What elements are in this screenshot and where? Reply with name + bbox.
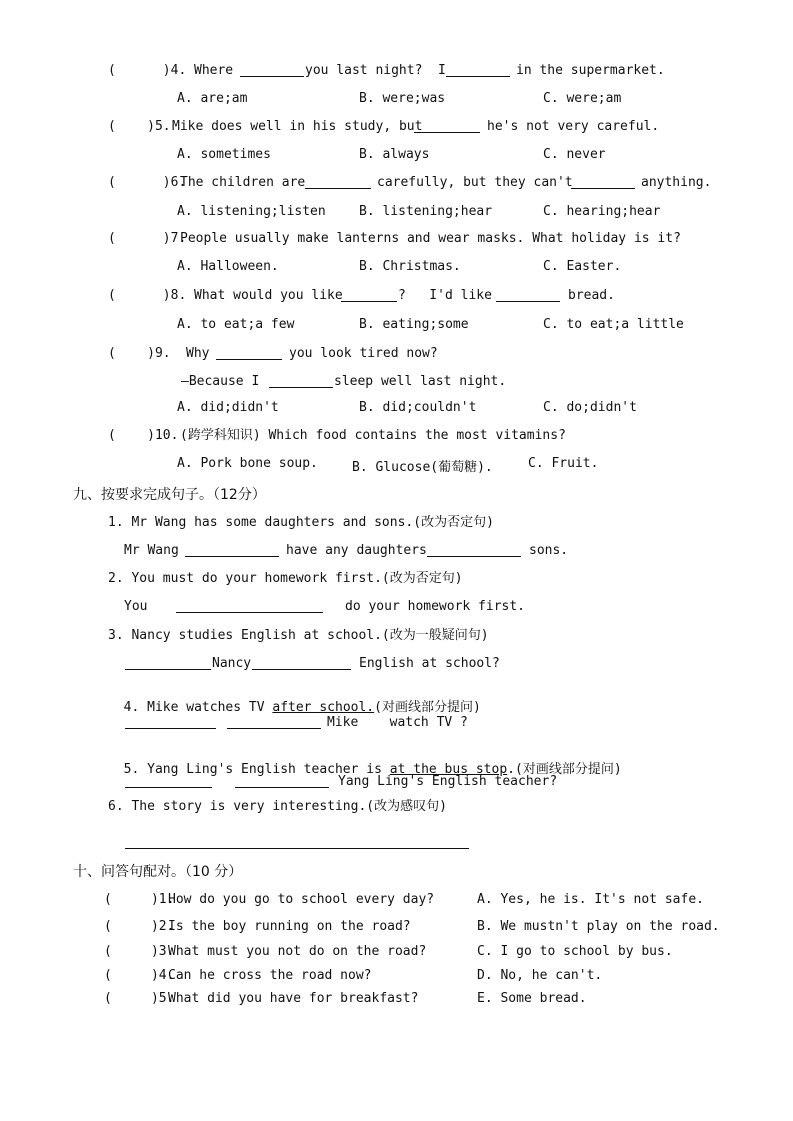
s9-q3-blank-1[interactable] bbox=[125, 655, 211, 670]
q10-option-c: C. Fruit. bbox=[528, 456, 599, 471]
s9-q3-b: English at school? bbox=[359, 656, 500, 671]
q9-sub-b: sleep well last night. bbox=[334, 374, 507, 389]
s9-q2: 2. You must do your homework first.(改为否定句) bbox=[108, 571, 463, 586]
s9-q4-post: (对画线部分提问) bbox=[374, 700, 481, 715]
s9-q2-blank[interactable] bbox=[176, 598, 323, 613]
s10-item-5-question: What did you have for breakfast? bbox=[168, 991, 419, 1006]
s9-q4-underlined: after school. bbox=[272, 700, 375, 715]
q5-option-a: A. sometimes bbox=[177, 147, 271, 162]
q4-text-b: you last night? I bbox=[305, 63, 446, 78]
q9-blank-2[interactable] bbox=[269, 373, 333, 388]
s9-q2-b: do your homework first. bbox=[345, 599, 526, 614]
s9-q5-pre: 5. Yang Ling's English teacher is bbox=[123, 762, 390, 777]
s9-q6-blank[interactable] bbox=[125, 834, 469, 849]
q10-paren: ( )10. bbox=[108, 428, 179, 443]
q5-text-b: he's not very careful. bbox=[487, 119, 660, 134]
q10-option-b: B. Glucose(葡萄糖). bbox=[352, 460, 493, 475]
q5-blank-1[interactable] bbox=[414, 118, 480, 133]
q10-option-a: A. Pork bone soup. bbox=[177, 456, 318, 471]
s9-q4-blank-1[interactable] bbox=[125, 714, 216, 729]
s9-q1-blank-1[interactable] bbox=[185, 542, 279, 557]
s10-item-1-question: How do you go to school every day? bbox=[168, 892, 435, 907]
q6-text-a: The children are bbox=[180, 175, 306, 190]
q7-option-a: A. Halloween. bbox=[177, 259, 279, 274]
s10-answer-a: A. Yes, he is. It's not safe. bbox=[477, 892, 704, 907]
s9-q5-underlined: at the bus stop bbox=[389, 762, 508, 777]
s9-q3-blank-2[interactable] bbox=[252, 655, 351, 670]
q4-text-c: in the supermarket. bbox=[516, 63, 665, 78]
s9-q4 bbox=[108, 684, 481, 716]
s9-q2-a: You bbox=[124, 599, 148, 614]
q6-paren: ( )6. bbox=[108, 175, 187, 190]
s10-item-3-paren: ( )3. bbox=[104, 944, 175, 959]
q4-blank-1[interactable] bbox=[240, 62, 304, 77]
q8-option-c: C. to eat;a little bbox=[543, 317, 684, 332]
q9-option-a: A. did;didn't bbox=[177, 400, 279, 415]
s9-q1: 1. Mr Wang has some daughters and sons.(改为否定句) bbox=[108, 515, 494, 530]
s10-item-4-paren: ( )4. bbox=[104, 968, 175, 983]
q6-blank-2[interactable] bbox=[571, 174, 635, 189]
q10-text: (跨学科知识) Which food contains the most vitamins? bbox=[180, 428, 566, 443]
q4-option-c: C. were;am bbox=[543, 91, 622, 106]
q5-paren: ( )5. bbox=[108, 119, 171, 134]
s10-item-1-paren: ( )1. bbox=[104, 892, 175, 907]
s9-q4-pre: 4. Mike watches TV bbox=[123, 700, 273, 715]
q5-option-b: B. always bbox=[359, 147, 430, 162]
q8-text-c: bread. bbox=[568, 288, 615, 303]
s10-item-3-question: What must you not do on the road? bbox=[168, 944, 427, 959]
q8-option-a: A. to eat;a few bbox=[177, 317, 295, 332]
q4-option-a: A. are;am bbox=[177, 91, 248, 106]
s10-answer-b: B. We mustn't play on the road. bbox=[477, 919, 720, 934]
s10-item-4-question: Can he cross the road now? bbox=[168, 968, 372, 983]
q9-blank-1[interactable] bbox=[216, 345, 282, 360]
q6-text-c: anything. bbox=[641, 175, 712, 190]
q8-blank-1[interactable] bbox=[341, 287, 397, 302]
q9-option-b: B. did;couldn't bbox=[359, 400, 477, 415]
s9-q1-a: Mr Wang bbox=[124, 543, 179, 558]
q7-text: People usually make lanterns and wear masks. What holiday is it? bbox=[180, 231, 681, 246]
s9-q4-a: Mike watch TV ? bbox=[327, 715, 468, 730]
q8-blank-2[interactable] bbox=[496, 287, 560, 302]
q5-option-c: C. never bbox=[543, 147, 606, 162]
q7-option-c: C. Easter. bbox=[543, 259, 622, 274]
s9-q1-b: have any daughters bbox=[286, 543, 427, 558]
q4-paren: ( )4. bbox=[108, 63, 187, 78]
q7-paren: ( )7. bbox=[108, 231, 187, 246]
s10-answer-e: E. Some bread. bbox=[477, 991, 587, 1006]
q4-text-a: Where bbox=[194, 63, 234, 78]
s10-item-2-question: Is the boy running on the road? bbox=[168, 919, 411, 934]
q4-option-b: B. were;was bbox=[359, 91, 446, 106]
q9-sub-a: —Because I bbox=[181, 374, 260, 389]
s9-q6: 6. The story is very interesting.(改为感叹句) bbox=[108, 799, 447, 814]
section9-title: 九、按要求完成句子。（12分） bbox=[73, 487, 266, 503]
q6-option-b: B. listening;hear bbox=[359, 204, 493, 219]
q6-option-c: C. hearing;hear bbox=[543, 204, 661, 219]
q9-text-a: Why bbox=[186, 346, 210, 361]
s9-q5-post: .(对画线部分提问) bbox=[507, 762, 622, 777]
s9-q3: 3. Nancy studies English at school.(改为一般疑问句) bbox=[108, 628, 489, 643]
q6-option-a: A. listening;listen bbox=[177, 204, 326, 219]
q8-paren: ( )8. bbox=[108, 288, 187, 303]
q8-text-a: What would you like bbox=[194, 288, 343, 303]
section10-title: 十、问答句配对。（10 分） bbox=[73, 864, 243, 880]
q9-paren: ( )9. bbox=[108, 346, 171, 361]
q8-option-b: B. eating;some bbox=[359, 317, 469, 332]
s9-q5-blank-2[interactable] bbox=[235, 773, 329, 788]
q5-text-a: Mike does well in his study, but bbox=[172, 119, 423, 134]
s9-q5-a: Yang Ling's English teacher? bbox=[338, 774, 558, 789]
q6-text-b: carefully, but they can't bbox=[377, 175, 573, 190]
s9-q4-blank-2[interactable] bbox=[227, 714, 321, 729]
s9-q1-c: sons. bbox=[529, 543, 569, 558]
s10-item-2-paren: ( )2. bbox=[104, 919, 175, 934]
s9-q3-a: Nancy bbox=[212, 656, 252, 671]
s10-item-5-paren: ( )5. bbox=[104, 991, 175, 1006]
q9-text-b: you look tired now? bbox=[289, 346, 438, 361]
s10-answer-d: D. No, he can't. bbox=[477, 968, 603, 983]
q4-blank-2[interactable] bbox=[446, 62, 510, 77]
s9-q1-blank-2[interactable] bbox=[427, 542, 521, 557]
q9-option-c: C. do;didn't bbox=[543, 400, 637, 415]
q8-text-b: ? I'd like bbox=[398, 288, 492, 303]
s10-answer-c: C. I go to school by bus. bbox=[477, 944, 673, 959]
q7-option-b: B. Christmas. bbox=[359, 259, 461, 274]
q6-blank-1[interactable] bbox=[305, 174, 371, 189]
s9-q5-blank-1[interactable] bbox=[125, 773, 212, 788]
